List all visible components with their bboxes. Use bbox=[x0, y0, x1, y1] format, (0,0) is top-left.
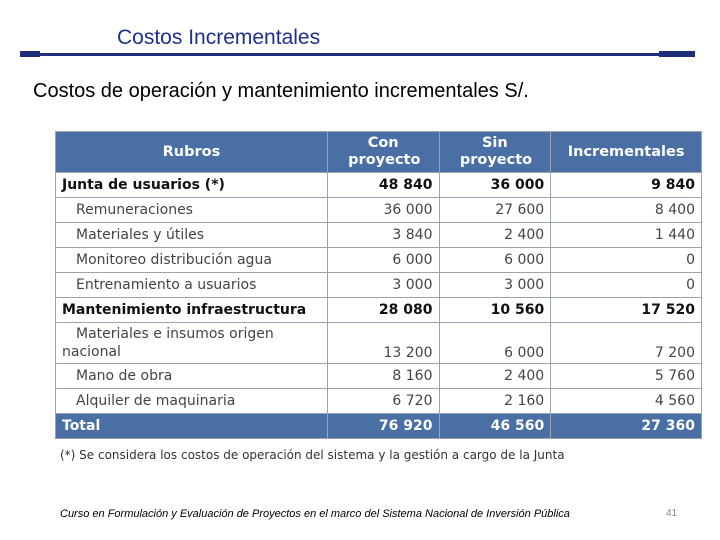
con-proyecto-value: 6 720 bbox=[327, 389, 439, 414]
table-row bbox=[56, 364, 702, 389]
sin-proyecto-value: 6 000 bbox=[439, 248, 551, 273]
row-label: Alquiler de maquinaria bbox=[56, 389, 328, 414]
total-label: Total bbox=[56, 414, 328, 439]
incremental-value: 8 400 bbox=[551, 198, 702, 223]
row-label: Junta de usuarios (*) bbox=[56, 173, 328, 198]
total-row bbox=[56, 414, 702, 439]
table-row bbox=[56, 389, 702, 414]
sin-proyecto-value: 6 000 bbox=[439, 323, 551, 364]
con-proyecto-value: 3 000 bbox=[327, 273, 439, 298]
incremental-value: 0 bbox=[551, 273, 702, 298]
sin-proyecto-value: 27 600 bbox=[439, 198, 551, 223]
incremental-value: 4 560 bbox=[551, 389, 702, 414]
course-footer: Curso en Formulación y Evaluación de Proyectos en el marco del Sistema Nacional de Inversión Pública bbox=[60, 508, 570, 520]
total-con-proyecto: 76 920 bbox=[327, 414, 439, 439]
incremental-value: 7 200 bbox=[551, 323, 702, 364]
table-row bbox=[56, 173, 702, 198]
column-header-rubros: Rubros bbox=[56, 132, 328, 173]
title-rule-cap-left bbox=[20, 51, 40, 57]
table-footnote: (*) Se considera los costos de operación del sistema y la gestión a cargo de la Junta bbox=[60, 448, 565, 462]
table-row bbox=[56, 248, 702, 273]
sin-proyecto-value: 2 400 bbox=[439, 364, 551, 389]
column-header-incrementales: Incrementales bbox=[551, 132, 702, 173]
incremental-value: 1 440 bbox=[551, 223, 702, 248]
sin-proyecto-value: 2 160 bbox=[439, 389, 551, 414]
con-proyecto-value: 36 000 bbox=[327, 198, 439, 223]
row-label-line-2: nacional bbox=[62, 344, 121, 360]
row-label: Mantenimiento infraestructura bbox=[56, 298, 328, 323]
con-proyecto-value: 48 840 bbox=[327, 173, 439, 198]
sin-proyecto-value: 36 000 bbox=[439, 173, 551, 198]
sin-proyecto-value: 2 400 bbox=[439, 223, 551, 248]
column-header-con-proyecto bbox=[327, 132, 439, 173]
title-rule-cap-right bbox=[659, 51, 695, 57]
slide-subtitle: Costos de operación y mantenimiento incrementales S/. bbox=[33, 80, 529, 102]
con-proyecto-value: 8 160 bbox=[327, 364, 439, 389]
table-row bbox=[56, 298, 702, 323]
table-row bbox=[56, 323, 702, 364]
row-label bbox=[56, 323, 328, 364]
con-proyecto-value: 3 840 bbox=[327, 223, 439, 248]
con-proyecto-header-text: Con proyecto bbox=[348, 135, 421, 168]
row-label-line-1: Materiales e insumos origen bbox=[76, 326, 274, 342]
incremental-value: 5 760 bbox=[551, 364, 702, 389]
total-incrementales: 27 360 bbox=[551, 414, 702, 439]
row-label: Entrenamiento a usuarios bbox=[56, 273, 328, 298]
row-label: Mano de obra bbox=[56, 364, 328, 389]
table-row bbox=[56, 273, 702, 298]
column-header-sin-proyecto bbox=[439, 132, 551, 173]
table-header-row bbox=[56, 132, 702, 173]
title-rule bbox=[40, 53, 695, 56]
incremental-value: 17 520 bbox=[551, 298, 702, 323]
con-proyecto-value: 28 080 bbox=[327, 298, 439, 323]
sin-proyecto-header-text: Sin proyecto bbox=[459, 135, 533, 168]
sin-proyecto-value: 10 560 bbox=[439, 298, 551, 323]
incremental-value: 0 bbox=[551, 248, 702, 273]
slide-title: Costos Incrementales bbox=[117, 26, 321, 49]
total-sin-proyecto: 46 560 bbox=[439, 414, 551, 439]
con-proyecto-value: 6 000 bbox=[327, 248, 439, 273]
row-label: Materiales y útiles bbox=[56, 223, 328, 248]
con-proyecto-value: 13 200 bbox=[327, 323, 439, 364]
page-number: 41 bbox=[666, 508, 678, 519]
costs-table bbox=[55, 131, 702, 439]
sin-proyecto-value: 3 000 bbox=[439, 273, 551, 298]
row-label: Monitoreo distribución agua bbox=[56, 248, 328, 273]
table-row bbox=[56, 223, 702, 248]
table-row bbox=[56, 198, 702, 223]
row-label: Remuneraciones bbox=[56, 198, 328, 223]
incremental-value: 9 840 bbox=[551, 173, 702, 198]
